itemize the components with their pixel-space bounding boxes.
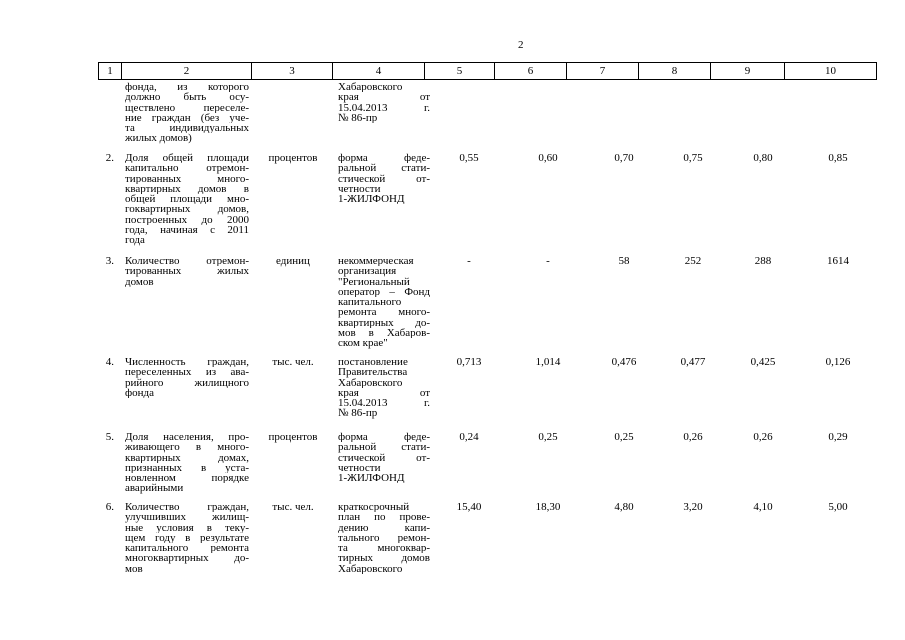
text-line: мов — [125, 563, 143, 575]
text-line: № 86-пр — [338, 112, 378, 124]
text-line: капитально отремон- — [125, 163, 249, 174]
column-header-5: 5 — [425, 63, 495, 80]
value-col-5: 0,24 — [459, 431, 479, 443]
text-line: форма феде- — [338, 153, 430, 164]
text-line: года — [125, 235, 145, 246]
indicator-name — [125, 153, 249, 246]
indicator-name — [125, 502, 249, 574]
text-line: 15.04.2013 г. — [338, 398, 430, 409]
value-col-9: 4,10 — [753, 501, 773, 513]
unit-of-measure: единиц — [276, 255, 310, 267]
value-col-6: 0,25 — [538, 431, 558, 443]
text-line: ние граждан (без уче- — [125, 112, 249, 124]
value-col-10: 0,29 — [828, 431, 848, 443]
text-line: 1-ЖИЛФОНД — [338, 194, 405, 205]
column-header-3: 3 — [252, 63, 333, 80]
text-line: края от — [338, 92, 430, 103]
data-source — [338, 153, 430, 204]
text-line: домов — [125, 276, 154, 287]
text-line: та многоквар- — [338, 543, 430, 554]
column-header-9: 9 — [711, 63, 785, 80]
text-line: ральной стати- — [338, 163, 430, 174]
text-line: "Региональный — [338, 276, 410, 287]
text-line: края от — [338, 387, 430, 399]
text-line: стической от- — [338, 173, 430, 184]
data-source — [338, 502, 430, 574]
value-col-10: 0,126 — [825, 356, 851, 368]
text-line: стической от- — [338, 452, 430, 463]
row-number: 4. — [105, 356, 114, 368]
data-source — [338, 82, 430, 123]
column-header-10: 10 — [785, 63, 877, 80]
column-header-1: 1 — [99, 63, 122, 80]
text-line: тированных жилых — [125, 266, 249, 277]
indicator-name — [125, 256, 249, 287]
text-line: построенных до 2000 — [125, 214, 249, 226]
text-line: Правительства — [338, 367, 408, 378]
text-line: краткосрочный — [338, 502, 410, 513]
text-line: ные условия в теку- — [125, 522, 249, 533]
text-line: некоммерческая — [338, 256, 414, 267]
value-col-5: 0,713 — [456, 356, 482, 368]
text-line: года, начиная с 2011 — [125, 225, 249, 236]
text-line: тального ремон- — [338, 532, 430, 544]
text-line: ском крае" — [338, 338, 388, 349]
data-source — [338, 432, 430, 483]
column-header-4: 4 — [333, 63, 425, 80]
text-line: Численность граждан, — [125, 357, 249, 368]
data-source — [338, 256, 430, 349]
text-line: фонда, из которого — [125, 82, 249, 93]
text-line: тирных домов — [338, 553, 430, 564]
unit-of-measure: процентов — [268, 152, 318, 164]
column-header-6: 6 — [495, 63, 567, 80]
text-line: живающего в много- — [125, 442, 249, 453]
value-col-6: - — [546, 255, 550, 267]
text-line: Хабаровского — [338, 377, 403, 388]
text-line: четности — [338, 462, 381, 474]
row-number: 6. — [105, 501, 114, 513]
text-line: план по прове- — [338, 512, 430, 523]
text-line: капитального ремонта — [125, 543, 249, 554]
text-line: тированных много- — [125, 173, 249, 184]
value-col-9: 0,425 — [750, 356, 776, 368]
row-number: 5. — [105, 431, 114, 443]
text-line: Хабаровского — [338, 82, 403, 93]
value-col-5: - — [467, 255, 471, 267]
text-line: признанных в уста- — [125, 462, 249, 474]
value-col-6: 0,60 — [538, 152, 558, 164]
indicator-name — [125, 82, 249, 144]
text-line: квартирных домах, — [125, 452, 249, 463]
value-col-5: 0,55 — [459, 152, 479, 164]
text-line: гоквартирных домов, — [125, 204, 249, 215]
value-col-10: 0,85 — [828, 152, 848, 164]
text-line: фонда — [125, 387, 154, 399]
text-line: № 86-пр — [338, 408, 378, 419]
text-line: жилых домов) — [125, 133, 192, 144]
value-col-8: 252 — [684, 255, 702, 267]
value-col-6: 18,30 — [535, 501, 561, 513]
indicator-name — [125, 432, 249, 494]
value-col-6: 1,014 — [535, 356, 561, 368]
text-line: аварийными — [125, 483, 184, 494]
text-line: переселенных из ава- — [125, 367, 249, 378]
text-line: Доля населения, про- — [125, 432, 249, 443]
column-header-2: 2 — [122, 63, 252, 80]
text-line: постановление — [338, 357, 408, 368]
unit-of-measure: тыс. чел. — [272, 356, 314, 368]
column-number-header — [98, 62, 877, 80]
text-line: форма феде- — [338, 432, 430, 443]
value-col-8: 0,26 — [683, 431, 703, 443]
text-line: должно быть осу- — [125, 92, 249, 103]
text-line: Количество граждан, — [125, 502, 249, 513]
value-col-8: 0,477 — [680, 356, 706, 368]
text-line: капитального — [338, 297, 402, 308]
column-header-8: 8 — [639, 63, 711, 80]
text-line: Доля общей площади — [125, 153, 249, 164]
text-line: общей площади мно- — [125, 194, 249, 205]
data-source — [338, 357, 430, 419]
text-line: Хабаровского — [338, 563, 403, 575]
value-col-9: 0,80 — [753, 152, 773, 164]
value-col-5: 15,40 — [456, 501, 482, 513]
row-number: 3. — [105, 255, 114, 267]
value-col-8: 0,75 — [683, 152, 703, 164]
text-line: 1-ЖИЛФОНД — [338, 473, 405, 484]
unit-of-measure: тыс. чел. — [272, 501, 314, 513]
value-col-10: 5,00 — [828, 501, 848, 513]
value-col-8: 3,20 — [683, 501, 703, 513]
text-line: многоквартирных до- — [125, 553, 249, 564]
page-number: 2 — [518, 39, 524, 51]
text-line: ральной стати- — [338, 442, 430, 453]
text-line: дению капи- — [338, 522, 430, 533]
unit-of-measure: процентов — [268, 431, 318, 443]
value-col-7: 0,476 — [611, 356, 637, 368]
value-col-7: 58 — [618, 255, 630, 267]
text-line: ремонта много- — [338, 307, 430, 318]
text-line: ществлено переселе- — [125, 102, 249, 113]
text-line: мов в Хабаров- — [338, 328, 430, 339]
text-line: квартирных до- — [338, 317, 430, 329]
text-line: та индивидуальных — [125, 123, 249, 134]
value-col-10: 1614 — [827, 255, 849, 267]
text-line: улучшивших жилищ- — [125, 512, 249, 523]
value-col-7: 4,80 — [614, 501, 634, 513]
text-line: 15.04.2013 г. — [338, 102, 430, 113]
text-line: щем году в результате — [125, 532, 249, 544]
row-number: 2. — [105, 152, 114, 164]
text-line: Количество отремон- — [125, 256, 249, 267]
value-col-9: 0,26 — [753, 431, 773, 443]
text-line: оператор – Фонд — [338, 286, 430, 298]
text-line: четности — [338, 183, 381, 195]
text-line: новленном порядке — [125, 473, 249, 484]
value-col-9: 288 — [754, 255, 772, 267]
value-col-7: 0,25 — [614, 431, 634, 443]
text-line: рийного жилищного — [125, 377, 249, 388]
indicator-name — [125, 357, 249, 398]
text-line: организация — [338, 266, 397, 277]
text-line: квартирных домов в — [125, 183, 249, 195]
value-col-7: 0,70 — [614, 152, 634, 164]
column-header-7: 7 — [567, 63, 639, 80]
